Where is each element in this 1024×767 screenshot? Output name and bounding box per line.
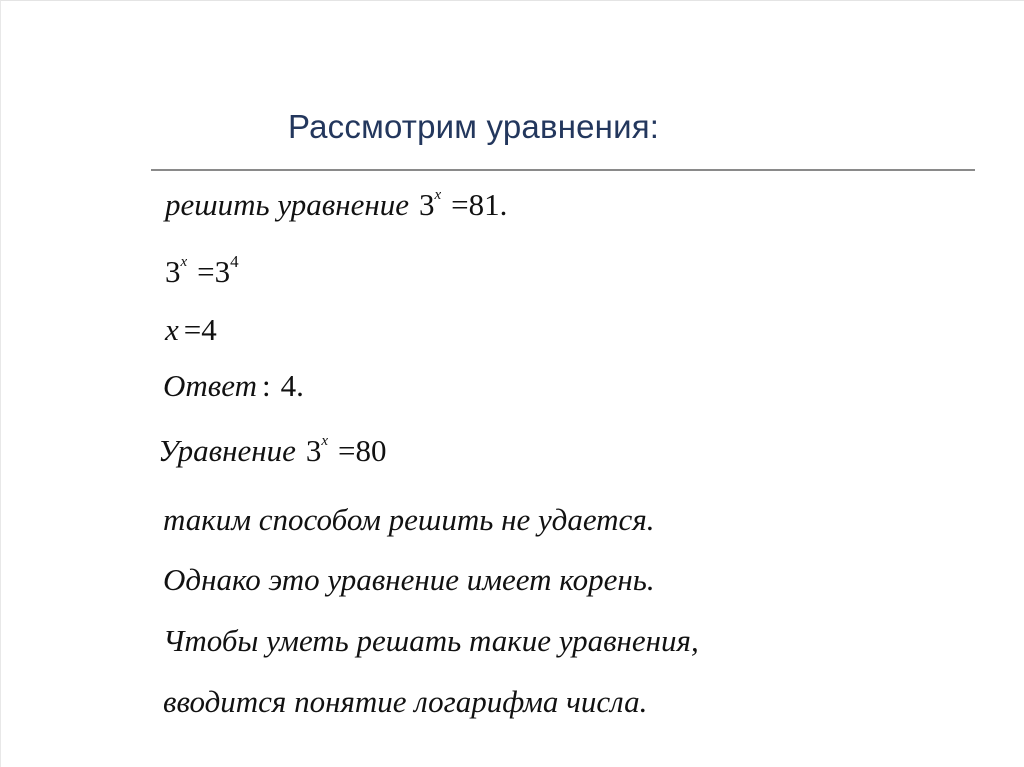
step2-eq: =4 (183, 312, 217, 347)
equation2-line (158, 433, 387, 469)
task-base: 3 (419, 187, 435, 222)
answer-value: 4. (280, 368, 304, 403)
task-exponent: x (434, 187, 442, 203)
text-line-4: вводится понятие логарифма числа. (163, 684, 648, 719)
text-line-3: Чтобы уметь решать такие уравнения, (163, 623, 699, 658)
step1-eq-exponent: 4 (230, 252, 239, 271)
task-rhs: =81. (451, 187, 508, 222)
equation2-base: 3 (305, 433, 322, 468)
title-divider (151, 169, 975, 171)
equation2-prefix: Уравнение (158, 433, 296, 468)
equation2-rhs: =80 (338, 433, 387, 468)
step1-line (165, 252, 239, 290)
step1-eq: =3 (197, 254, 231, 289)
text-line-2: Однако это уравнение имеет корень. (163, 562, 655, 597)
step2-var: x (165, 312, 179, 347)
text-line-1: таким способом решить не удается. (163, 502, 655, 537)
answer-label: Ответ (163, 368, 257, 403)
answer-colon: : (261, 368, 271, 403)
answer-line (163, 368, 304, 404)
step1-exponent: x (180, 254, 188, 270)
task-prefix: решить уравнение (165, 187, 409, 222)
step2-line (165, 312, 217, 348)
step1-base: 3 (165, 254, 181, 289)
slide-title: Рассмотрим уравнения: (288, 108, 660, 145)
equation2-exponent: x (321, 433, 329, 449)
task-line (165, 187, 507, 223)
